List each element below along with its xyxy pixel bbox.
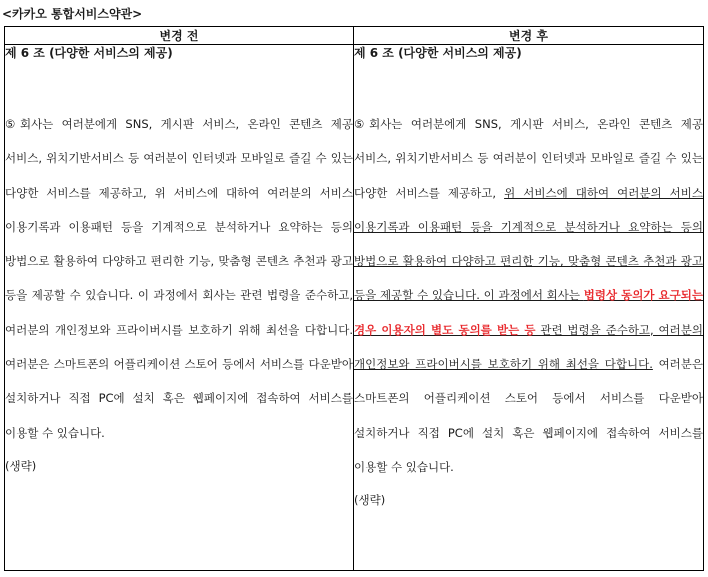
before-omitted: (생략) (5, 458, 37, 473)
comparison-table (4, 26, 704, 571)
document-title: <카카오 통합서비스약관> (2, 7, 143, 21)
content-row (5, 45, 704, 571)
after-column (354, 45, 704, 571)
after-omitted: (생략) (354, 493, 386, 508)
after-clause-text: ⑤회사는 여러분에게 SNS, 게시판 서비스, 온라인 콘텐츠 제공 서비스, 위치기반서비스 등 여러분이 인터넷과 모바일로 즐길 수 있는 다양한 서비스를 제공하고, (354, 117, 703, 200)
header-row (5, 27, 704, 45)
header-after: 변경 후 (354, 27, 704, 45)
header-before: 변경 전 (5, 27, 354, 45)
after-clause-text-2: 여러분은 스마트폰의 어플리케이션 스토어 등에서 서비스를 다운받아 설치하거나 직접 PC에 설치 혹은 웹페이지에 접속하여 서비스를 이용할 수 있습니다. (354, 357, 704, 474)
before-article-title: 제 6 조 (다양한 서비스의 제공) (5, 46, 173, 60)
after-clause-underlined-text: 위 서비스에 대하여 여러분의 서비스 이용기록과 이용패턴 등을 기계적으로 분석하거나 요약하는 등의 방법으로 활용하여 다양하고 편리한 기능, 맞춤형 콘텐츠 추천과 광고 등을 제공할 수 있습니다. 이 과정에서 회사는 (354, 185, 703, 303)
after-clause-added-text: 법령상 동의가 요구되는 경우 이용자의 별도 동의를 받는 등 (354, 288, 703, 337)
before-column (5, 45, 354, 571)
after-clause-underlined (354, 186, 703, 371)
before-clause: ⑤회사는 여러분에게 SNS, 게시판 서비스, 온라인 콘텐츠 제공 서비스, 위치기반서비스 등 여러분이 인터넷과 모바일로 즐길 수 있는 다양한 서비스를 제공하고, 위 서비스에 대하여 여러분의 서비스 이용기록과 이용패턴 등을 기계적으로 분석하거나 요약하는 등의 방법으로 활용하여 다양하고 편리한 기능, 맞춤형 콘텐츠 추천과 광고 등을 제공할 수 있습니다. 이 과정에서 회사는 관련 법령을 준수하고, 여러분의 개인정보와 프라이버시를 보호하기 위해 최선을 다합니다. 여러분은 스마트폰의 어플리케이션 스토어 등에서 서비스를 다운받아 설치하거나 직접 PC에 설치 혹은 웹페이지에 접속하여 서비스를 이용할 수 있습니다. (5, 117, 353, 440)
after-clause-underlined-text-2: 관련 법령을 준수하고, 여러분의 개인정보와 프라이버시를 보호하기 위해 최선을 다합니다. (354, 322, 703, 372)
after-article-title: 제 6 조 (다양한 서비스의 제공) (354, 46, 522, 60)
after-clause (354, 107, 703, 484)
